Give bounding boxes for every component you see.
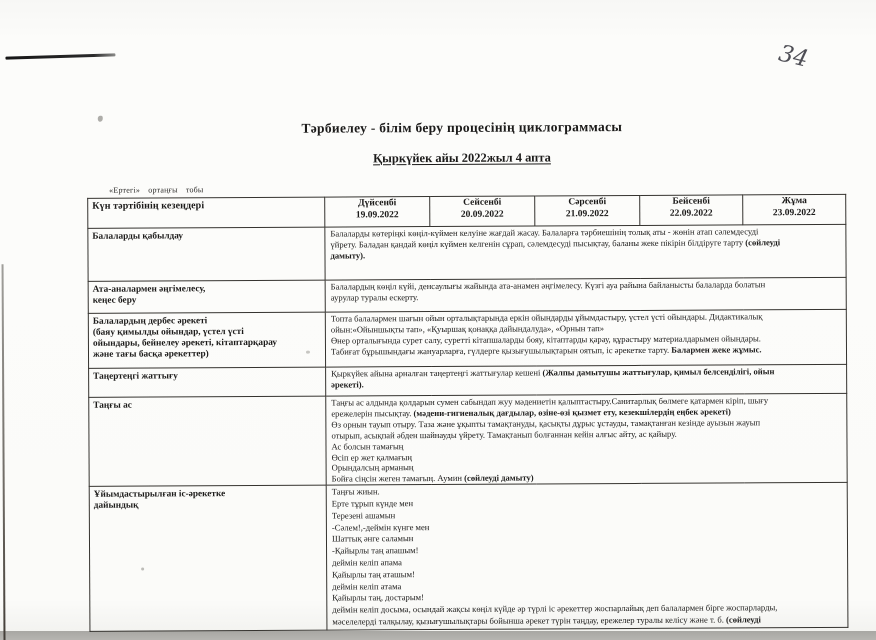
row-content — [326, 483, 848, 631]
content-segment: отырып, асықпай әбден шайнауды үйрету. Тамақтанып болғаннан кейін алғыс айту, ас қайыру. — [331, 428, 677, 441]
content-line — [332, 614, 845, 628]
content-segment: Қайырлы таң аташым! — [332, 568, 415, 580]
content-segment: Таңғы ас алдында қолдарын сумен сабындап жуу мәдениетін қалыптастыру.Санитарлық бөлмеге қатармен кіріп, шығу — [331, 395, 769, 408]
day-date: 19.09.2022 — [355, 210, 399, 221]
table-row-morning-exercise — [89, 364, 847, 397]
content-segment: Өсіп ер жет қалмағың — [331, 451, 412, 463]
scan-edge-shadow — [2, 264, 6, 640]
content-line — [331, 290, 844, 304]
content-segment-bold: (Жалпы дамытушы жаттығулар, қимыл белсенділігі, ойын — [542, 366, 775, 378]
content-segment: -Қайырлы таң апашым! — [332, 545, 419, 556]
row-label: Ата-аналармен әңгімелесу, кеңес беру — [88, 280, 325, 313]
content-segment: -Сәлем!,-деймін күнге мен — [331, 521, 430, 533]
content-segment: деймін келіп атама — [332, 580, 402, 592]
content-segment: аурулар туралы ескерту. — [330, 292, 419, 303]
content-segment: Қыркүйек айына арналған таңертеңгі жаттығулар кешені — [331, 367, 543, 379]
content-segment: Бойға сіңсін жеген тамағың. Аумин — [331, 473, 465, 484]
handwritten-mark: 34 — [776, 40, 811, 73]
cyclogram-table — [87, 194, 848, 632]
row-content — [326, 393, 847, 485]
content-segment: Өз орнын тауып отыру. Таза және ұқыпты тамақтануды, қасықты дұрыс ұстауды, тамақтанған кезінде ауызын жауып — [331, 417, 761, 430]
table-row-breakfast — [89, 393, 847, 486]
content-segment: ережелерін пысықтау. — [331, 408, 414, 419]
content-segment: Қайырлы таң, достарым! — [332, 592, 424, 603]
content-segment: үйрету. Баладан қандай көңіл күймен келгенін сұрап, сәлемдесуді пысықтау, баланы жеке пікірін білдіруге тарту — [330, 237, 746, 250]
content-segment-bold: (сөйлеуді — [726, 614, 761, 625]
content-segment: Табиғат бұрышындағы жануарларға, гүлдерге қызығушылықтарын оятып, іс әрекетке тарту. — [330, 344, 672, 357]
row-content — [326, 364, 847, 396]
table-corner-header: Күн тәртібінің кезеңдері — [88, 197, 325, 228]
day-header — [325, 197, 430, 228]
content-segment: деймін келіп досыма, осындай жақсы көңіл күйде әр түрлі іс әрекеттер жоспарлайық деп балалармен бірге жоспарларды, — [332, 602, 778, 615]
content-segment-bold: Балармен жеке жұмыс. — [671, 344, 762, 355]
table-row-organized-activity-prep — [89, 483, 848, 632]
row-content — [325, 224, 846, 280]
content-segment: Топта балалармен шағын ойын орталықтарында еркін ойындарды ұйымдастыру, үстел үсті ойындары. Дидактикалық — [330, 311, 763, 324]
content-segment: Орындалсың арманың — [331, 462, 414, 473]
day-header — [640, 195, 743, 226]
day-name: Сейсенбі — [463, 197, 502, 208]
document-subtitle — [39, 149, 876, 168]
row-label: Балалардың дербес әрекеті (баяу қимылды ойындар, үстел үсті ойындары, бейнелеу әрекеті, кітаптарқарау және тағы басқа әрекеттер) — [88, 312, 325, 368]
content-segment-bold: дамыту). — [330, 250, 366, 261]
day-header — [430, 196, 535, 227]
scan-artifact-line — [5, 53, 115, 59]
day-date: 21.09.2022 — [565, 208, 609, 220]
day-name: Дүйсенбі — [358, 198, 397, 209]
content-segment-bold: (сөйлеуді — [745, 237, 781, 248]
day-date: 20.09.2022 — [460, 209, 504, 220]
row-label: Балаларды қабылдау — [88, 227, 325, 281]
group-label: «Ертегі» ортаңғы тобы — [109, 185, 204, 195]
content-segment: деймін келіп апама — [332, 557, 403, 568]
content-segment: Балалардың көңіл күйі, денсаулығы жайында ата-анамен әңгімелесу. Күзгі ауа райына байланысты балаларда болатын — [330, 279, 766, 292]
content-segment-bold: (сөйлеуді дамыту) — [464, 472, 534, 484]
content-segment: ойын:«Ойыншықты тап», «Қуыршақ қонаққа дайындалуда», «Орнын тап» — [330, 323, 605, 335]
content-segment: Ерте тұрып күнде мен — [331, 498, 414, 509]
day-name: Бейсенбі — [672, 196, 710, 207]
day-header — [535, 195, 640, 226]
content-segment: Таңғы жиын. — [331, 486, 380, 497]
content-segment: Ас болсын тамағың — [331, 440, 404, 452]
row-content — [325, 309, 846, 367]
day-name: Сәрсенбі — [568, 197, 607, 208]
content-segment: мәселелерді талқылау, қызығушылықтары бойынша әрекет түрін таңдау, ережелер туралы келісу және т. б. — [332, 614, 727, 627]
content-segment: Өнер орталығында сурет салу, суретті кітапшаларды бояу, кітаптарды қарау, құрастыру материалдарымен ойындары. — [330, 333, 761, 346]
content-line — [331, 344, 844, 358]
content-segment-bold: әрекеті). — [331, 379, 364, 390]
day-name: Жұма — [781, 196, 807, 207]
row-label: Таңғы ас — [89, 396, 326, 486]
row-label: Ұйымдастырылған іс-әрекетке дайындық — [89, 485, 327, 631]
content-segment: Терезені ашамын — [331, 510, 396, 521]
document-title: Тәрбиелеу - білім беру процесінің циклограммасы — [301, 119, 623, 136]
day-header — [743, 194, 846, 225]
document-subtitle-text: Қыркүйек айы 2022жыл 4 апта — [373, 150, 551, 166]
day-date: 23.09.2022 — [772, 207, 816, 219]
table-row-reception — [88, 224, 846, 281]
table-row-independent-activity — [88, 309, 846, 368]
content-segment-bold: (мәдени-гигиеналық дағдылар, өзіне-өзі қызмет ету, кезекшілердің еңбек әрекеті) — [413, 406, 731, 419]
row-content — [325, 277, 846, 312]
content-segment: Шаттық әнге саламын — [331, 533, 414, 544]
table-header-row — [88, 194, 846, 228]
row-label: Таңертеңгі жаттығу — [89, 367, 326, 397]
day-date: 22.09.2022 — [669, 208, 713, 219]
content-segment: Балаларды көтеріңкі көңіл-күймен келуіне жағдай жасау. Балаларға тәрбиешінің толық аты - жөнін атап сәлемдесуді — [330, 226, 759, 239]
table-row-parent-talks — [88, 277, 846, 313]
